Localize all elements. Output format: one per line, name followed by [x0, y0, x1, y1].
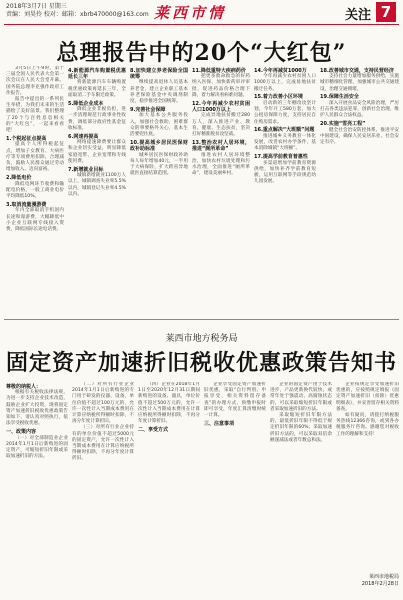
- item-text: 加大基本公共服务投入，加强社会救助，困难群众的事要格外关心，基本生活要兜住底。: [130, 113, 188, 138]
- item-title: 5.降低企业成本: [68, 100, 104, 107]
- paragraph-heading: 三、注意事项: [204, 420, 235, 427]
- paragraph: 采取缩短折旧年限方法的，最低折旧年限不得低于规定折旧年限的60%；采取加速折旧方法的，可以采取双倍余额递减法或者年数总和法。: [270, 413, 332, 443]
- paragraph: 如有疑问，请拨打纳税服务热线12366咨询，或到各办税服务厅咨询。感谢您对税收工作的理解和支持！: [336, 413, 399, 437]
- article1-col-3: [130, 66, 188, 316]
- signature-date: 2018年2月28日: [361, 581, 399, 587]
- item-text: 将新能源汽车车辆购置税优惠政策再延长三年，全面取消二手车限迁政策。: [68, 80, 126, 98]
- item-text: 推进农村人居环境整治，加快农村垃圾处理和污水治理，全面推进“厕所革命”，建设美丽乡村。: [192, 152, 250, 177]
- signature-org: 莱西市地税局: [368, 574, 399, 580]
- article1-col-4: [192, 66, 250, 316]
- article1-col-6: [320, 66, 399, 316]
- paragraph: 根据有关税收法律法规，为进一步支持企业技术改造，鼓励企业扩大投资，现将固定资产加速折旧税收优惠政策告知如下，请认真对照执行，依法享受税收优惠。: [6, 390, 68, 427]
- article2-col-4: [204, 382, 266, 596]
- item-title: 9.完善社会保障: [130, 106, 166, 113]
- article2-col-5: [270, 382, 332, 596]
- item-text: 网络提速降费要让群众和企业切实受益，明显降低家庭宽带、企业宽带和专线使用费。: [68, 140, 126, 164]
- item-text: 城乡居民医保财政补助每人每年增加40元，一半用于大病保险，扩大跨省异地就医直接结算范围。: [130, 152, 188, 177]
- item-title: 18.改善城市交通，支持民营经济: [320, 67, 394, 74]
- item-text: 年内全部取消手机国内长途和漫游费，大幅降低中小企业互联网专线接入资费，降低国际长途电话费。: [6, 208, 64, 233]
- header-meta: [6, 3, 67, 19]
- item-title: 20.实施“雪亮工程”: [320, 121, 366, 128]
- article2-col-1: [6, 382, 68, 596]
- item-title: 3.取消流量漫游费: [6, 201, 47, 208]
- item-text: 城镇新增就业1100万人以上，城镇调查失业率5.5%以内，城镇登记失业率4.5%以内。: [68, 173, 126, 197]
- article2-col-6: [336, 382, 399, 596]
- paragraph: （二）对所有行业企业2014年1月1日后新购进的专门用于研发的仪器、设备，单位价值不超过100万元的，允许一次性计入当期成本费用在计算应纳税所得额时扣除，不再分年度计算折旧。: [72, 382, 134, 425]
- header-rule: [4, 24, 399, 25]
- paragraph: （四）企业在2018年1月1日至2020年12月31日期间新购进的设备、器具，单位价值不超过500万元的，允许一次性计入当期成本费用在计算应纳税所得额时扣除，不再分年度计算折旧。: [138, 382, 200, 425]
- item-title: 7.新增就业目标: [68, 166, 104, 173]
- item-text: 继续提高退休人员基本养老金，建立企业职工基本养老保险基金中央调剂制度，稳步推进全国统筹。: [130, 80, 188, 105]
- paragraph: （三）对所有行业企业持有的单位价值不超过5000元的固定资产，允许一次性计入当期成本费用在计算应纳税所得额时扣除，不再分年度计算折旧。: [72, 425, 134, 462]
- item-title: 10.提高城乡居民医保财政补助标准: [130, 139, 188, 152]
- section-name: 关注: [345, 8, 372, 23]
- item-title: 4.新能源汽车购置税优惠延长三年: [68, 67, 126, 80]
- article2-headline: 固定资产加速折旧税收优惠政策告知书: [5, 350, 397, 376]
- item-text: 健全社会治安防控体系，推进平安中国建设，确保人民安居乐业、社会安定有序。: [320, 127, 399, 146]
- paragraph-heading: 一、政策内容: [6, 428, 37, 435]
- item-text: 支持社会力量增加服务供给，实施城市精细化管理，加强城市公共交通建设，治理交通拥堵。: [320, 74, 399, 92]
- paragraph: 企业享受固定资产加速折旧优惠，采取“自行判别、申报享受、相关资料留存备查”的办理方式，预缴申报时即可享受，年度汇算清缴时统一计算。: [204, 382, 266, 419]
- article2-kicker: 莱西市地方税务局: [165, 334, 238, 344]
- item-text: 推进城乡义务教育一体化发展，改善农村办学条件，基本消除城镇“大班额”。: [254, 134, 316, 152]
- salutation: 尊敬的纳税人：: [6, 383, 42, 390]
- page-number: 7: [376, 2, 396, 22]
- article1-headline: 总理报告中的20个“大红包”: [56, 40, 347, 66]
- item-title: 2.降低电价: [6, 174, 32, 181]
- item-text: 多渠道增加学前教育资源供给，加快补齐学前教育短板，运用互联网等手段规范幼儿园发展。: [254, 160, 316, 185]
- article1-col-2: [68, 66, 126, 316]
- item-title: 15.着力改善小区环境: [254, 94, 303, 101]
- item-title: 8.加快建立养老保险全国统筹: [130, 67, 188, 80]
- item-text: 启动新的三年棚改攻坚计划，今年开工580万套，加大公租房保障力度，支持居民自住购房需求。: [254, 101, 316, 125]
- item-title: 6.网速再提高: [68, 133, 99, 140]
- paragraph: 企业的固定资产由于技术进步，产品更新换代较快，或常年处于强震动、高腐蚀状态的，可以采取缩短折旧年限或者采取加速折旧的方法。: [270, 382, 332, 412]
- article2-signature: [336, 574, 399, 588]
- paragraph: 企业按规定享受加速折旧优惠的，应按照规定填报《固定资产加速折旧（扣除）优惠明细表》，并妥善留存相关资料备查。: [336, 382, 399, 412]
- item-title: 11.降低重特大疾病药价: [192, 67, 246, 74]
- masthead: 莱西市情: [153, 4, 226, 22]
- contact-email: 邮箱：xbrb470000@163.com: [62, 11, 149, 18]
- article1-col-5: [254, 66, 316, 316]
- item-title: 19.保障生活安全: [320, 94, 359, 101]
- item-text: 降低企业非税负担，进一步清理规范行政事业性收费，调低部分政府性基金征收标准。: [68, 107, 126, 131]
- item-title: 12.今年再减少农村贫困人口1000万以上: [192, 100, 250, 113]
- article2-col-3: [138, 382, 200, 596]
- article1-lead: 3月5日上午9时，第十三届全国人民代表大会第一次会议在人民大会堂开幕。国务院总理李克强作政府工作报告。: [6, 66, 64, 96]
- item-text: 深入开展食品安全风险治理，严厉打击各类违法犯罪，创新社会治理，维护人民群众合法权益。: [320, 101, 399, 119]
- item-text: 把更多救命救急的好药纳入医保，加快新药审评审批，促进药品价格合理下降，着力解决看病难问题。: [192, 74, 250, 98]
- item-text: 今年再减少农村贫困人口1000万以上，完成易地扶贫搬迁任务。: [254, 74, 316, 92]
- article1-lead-2: 报告中提出的一系列民生举措，为我们未来的生活描绘了美好前景。我们整理了20个与百姓息息相关的“大红包”，一起来看看吧！: [6, 97, 64, 134]
- article1-col-1: [6, 66, 64, 316]
- item-title: 13.整治农村人居环境，推进“厕所革命”: [192, 139, 250, 152]
- item-text: 完成异地扶贫搬迁280万人，深入推进产业、教育、健康、生态扶贫，坚决打好精准脱贫攻坚战。: [192, 113, 250, 138]
- issue-date: 2018年3月7日 星期三: [6, 3, 67, 10]
- item-text: 降低电网环节收费和输配电价格，一般工商业电价平均降低10%。: [6, 181, 64, 200]
- item-title: 16.重点解决“大班额”问题: [254, 127, 315, 134]
- item-text: 提高个人所得税起征点，增加子女教育、大病医疗等专项费用扣除，合理减负，鼓励人民群众通过劳动增加收入、迈向富裕。: [6, 142, 64, 173]
- item-title: 17.提高学前教育普惠性: [254, 154, 308, 161]
- paragraph: （一）对全部制造业企业2014年1月1日后新购进的固定资产，可缩短折旧年限或采取加速折旧的方法。: [6, 435, 68, 460]
- page-header: [0, 0, 403, 26]
- section-divider: [4, 319, 399, 320]
- item-title: 14.今年再减贫1000万: [254, 67, 307, 74]
- article2-col-2: [72, 382, 134, 596]
- item-title: 1.个税起征点提高: [6, 135, 47, 142]
- editor-line: 责编：刘昊伶 校对：: [6, 11, 62, 18]
- paragraph-heading: 二、享受方式: [138, 426, 169, 433]
